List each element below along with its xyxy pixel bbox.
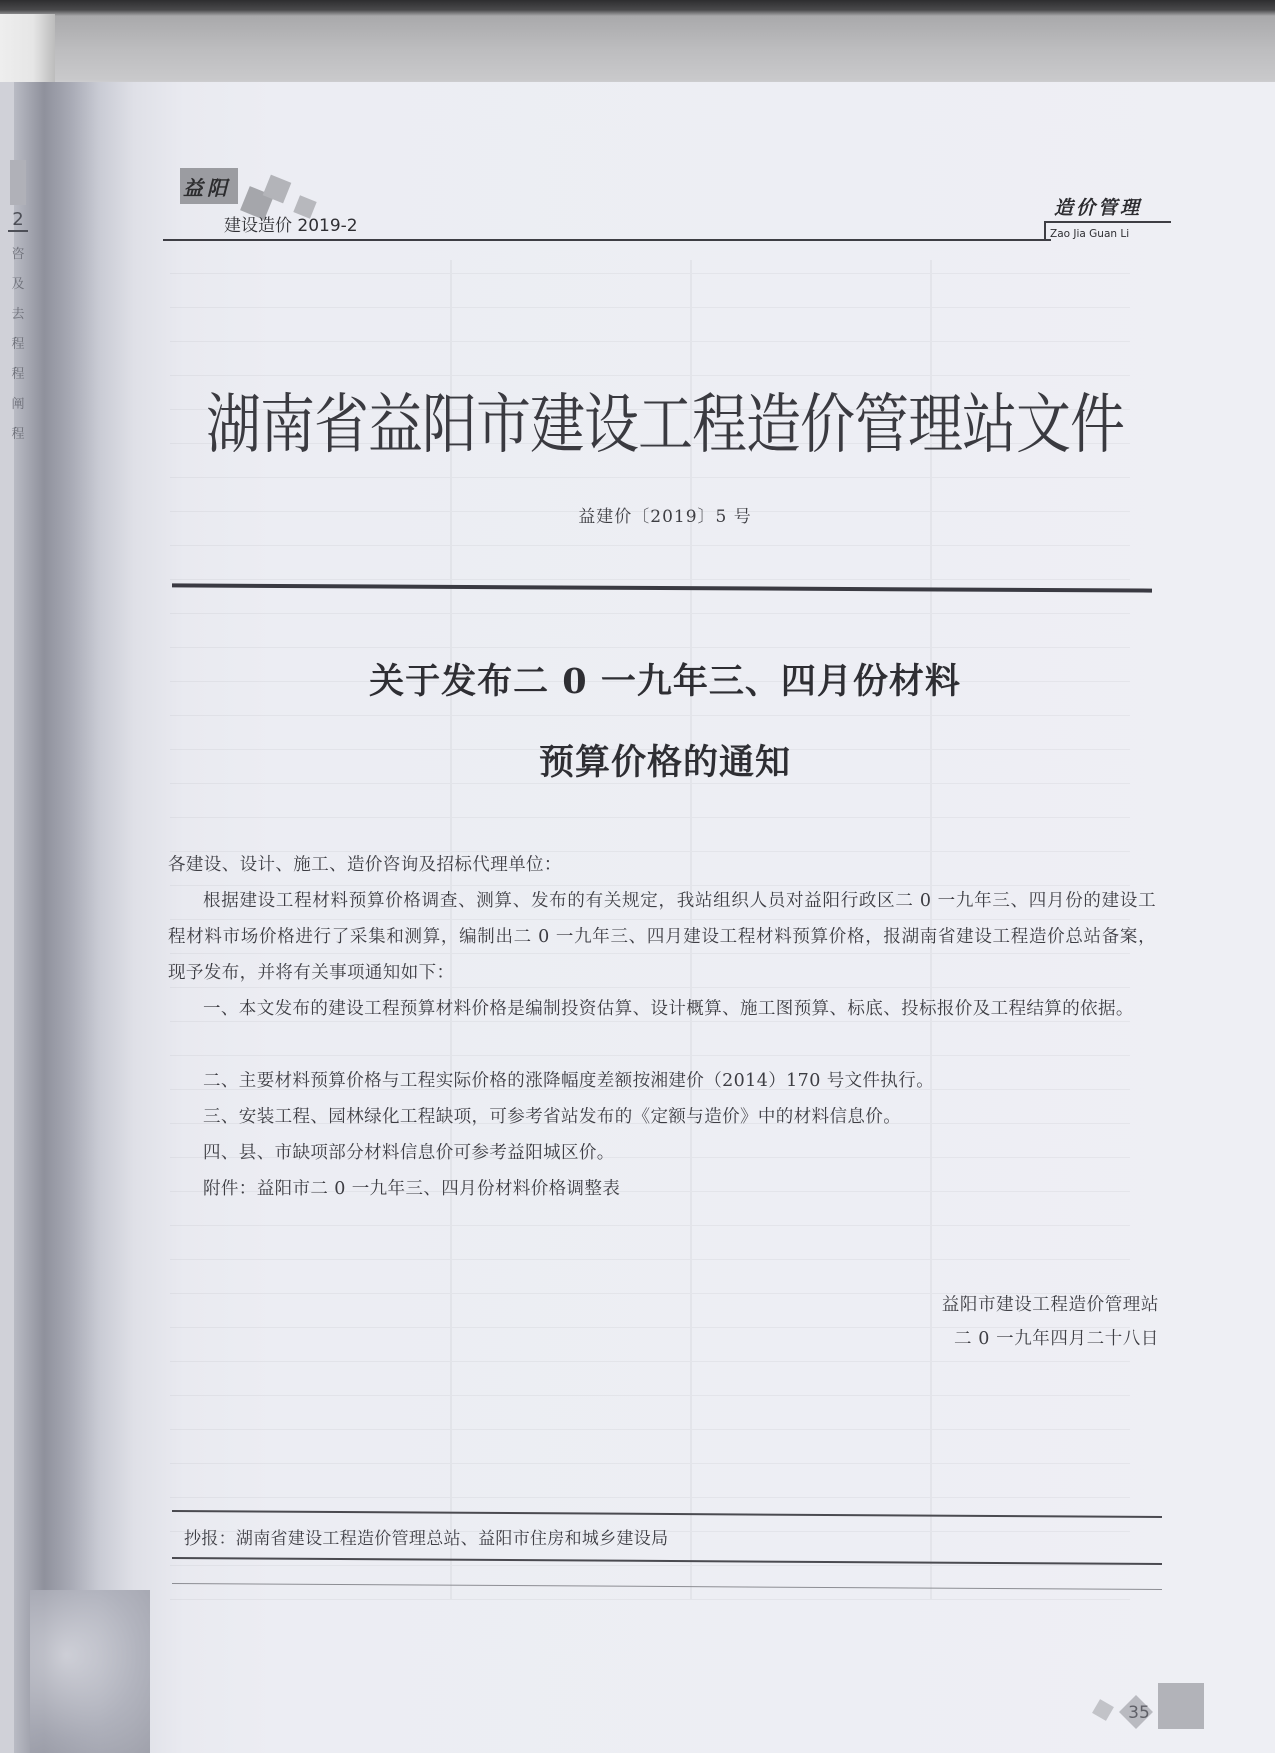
cc-recipients: 抄报：湖南省建设工程造价管理总站、益阳市住房和城乡建设局 [184, 1529, 669, 1549]
signature-block [942, 1288, 1159, 1356]
magazine-issue: 建设造价 2019-2 [224, 216, 358, 236]
previous-page-glyph: 阐 [11, 397, 25, 412]
signing-organization: 益阳市建设工程造价管理站 [941, 1295, 1159, 1315]
previous-page-glyph: 程 [11, 427, 25, 442]
previous-page-number: 2 [8, 210, 28, 232]
section-divider [1044, 221, 1171, 223]
paragraph: 根据建设工程材料预算价格调查、测算、发布的有关规定，我站组织人员对益阳行政区二 0 一九年三、四月份的建设工程材料市场价格进行了采集和测算，编制出二 0 一九年三、四月建设工程材料预算价格，报湖南省建设工程造价总站备案，现予发布，并将有关事项通知如下： [168, 891, 1156, 983]
previous-page-glyph: 及 [11, 277, 25, 292]
header-divider [163, 239, 1051, 241]
previous-page-glyph: 去 [11, 307, 25, 322]
notice-title-line-2: 预算价格的通知 [538, 742, 791, 783]
section-title: 造价管理 [1054, 197, 1143, 219]
magazine-logo: 益阳 [183, 176, 231, 200]
scanner-edge-top [0, 0, 1275, 86]
section-pinyin: Zao Jia Guan Li [1050, 228, 1130, 240]
issuer-title: 湖南省益阳市建设工程造价管理站文件 [205, 386, 1124, 462]
notice-item: 二、主要材料预算价格与工程实际价格的涨降幅度差额按湘建价（2014）170 号文件执行。 [203, 1071, 935, 1091]
document-number: 益建价〔2019〕5 号 [578, 507, 752, 527]
previous-page-glyph: 程 [11, 337, 25, 352]
paragraph: 一、本文发布的建设工程预算材料价格是编制投资估算、设计概算、施工图预算、标底、投标报价及工程结算的依据。 [203, 999, 1134, 1019]
addressee: 各建设、设计、施工、造价咨询及招标代理单位： [168, 855, 562, 875]
previous-page-glyph: 程 [11, 367, 25, 382]
spine-shadow [30, 1590, 150, 1753]
scanner-edge-corner [0, 14, 55, 84]
previous-page-glyph: 咨 [11, 247, 25, 262]
notice-item: 四、县、市缺项部分材料信息价可参考益阳城区价。 [203, 1143, 615, 1163]
previous-page-tab [10, 160, 26, 205]
previous-page-text [8, 210, 28, 450]
signing-date: 二 0 一九年四月二十八日 [953, 1329, 1159, 1349]
decorative-square-icon [1158, 1683, 1204, 1729]
attachment-note: 附件：益阳市二 0 一九年三、四月份材料价格调整表 [203, 1179, 621, 1199]
page-number: 35 [1128, 1703, 1150, 1723]
section-divider [1044, 221, 1046, 241]
notice-item: 三、安装工程、园林绿化工程缺项，可参考省站发布的《定额与造价》中的材料信息价。 [203, 1107, 902, 1127]
notice-title-line-1: 关于发布二 0 一九年三、四月份材料 [369, 661, 961, 702]
